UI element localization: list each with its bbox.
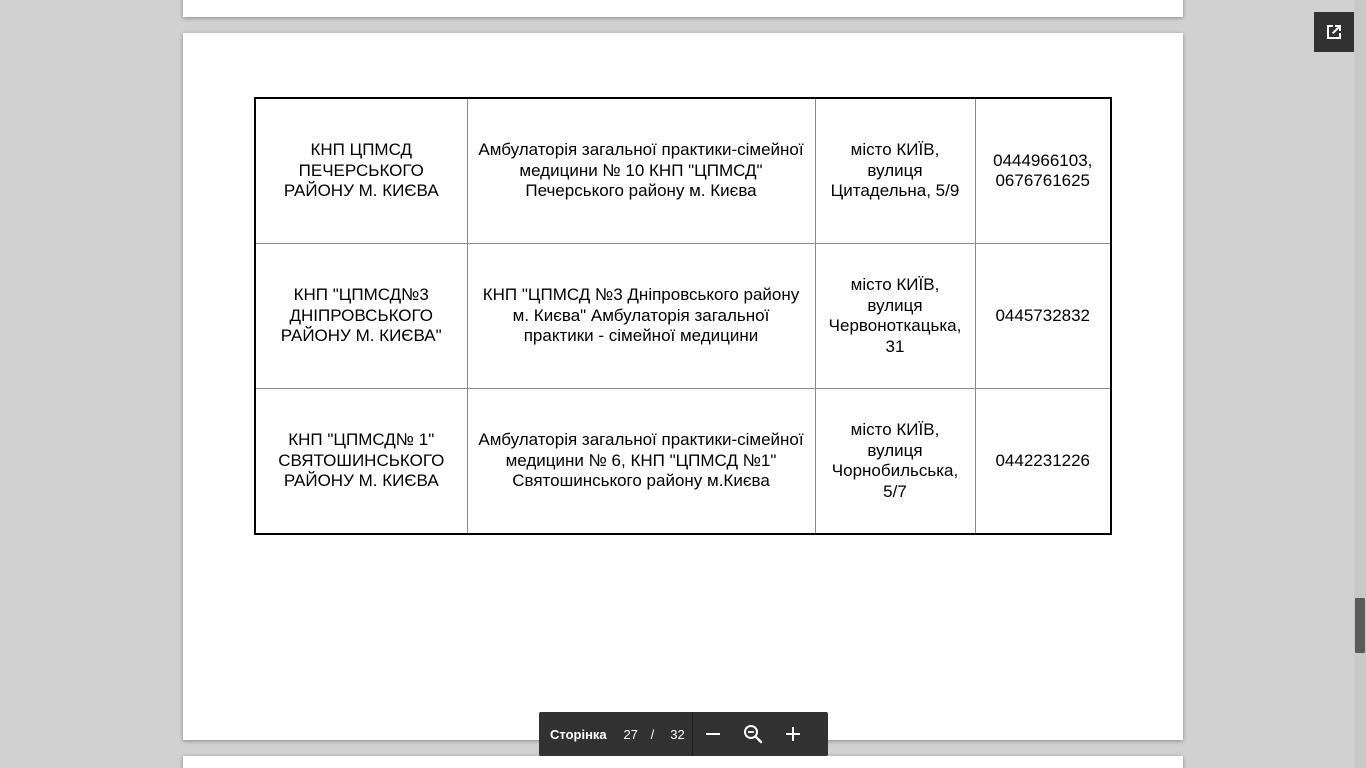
org-cell: КНП "ЦПМСД№ 1" СВЯТОШИНСЬКОГО РАЙОНУ М. КИЄВА [255,389,467,535]
scroll-thumb[interactable] [1355,598,1365,653]
current-page [183,33,1183,740]
previous-page [183,0,1183,17]
minus-icon [705,726,721,742]
address-cell: місто КИЇВ, вулиця Червоноткацька, 31 [815,244,975,389]
popout-button[interactable] [1314,12,1354,52]
next-page [183,756,1183,768]
facility-cell: Амбулаторія загальної практики-сімейної медицини № 10 КНП "ЦПМСД" Печерського району м. Києва [467,98,815,244]
zoom-fit-button[interactable] [733,712,773,756]
phone-cell: 0444966103, 0676761625 [975,98,1111,244]
phone-cell: 0445732832 [975,244,1111,389]
table-row [255,389,1111,535]
magnifier-minus-icon [743,724,763,744]
page-toolbar [539,712,828,756]
org-cell: КНП ЦПМСД ПЕЧЕРСЬКОГО РАЙОНУ М. КИЄВА [255,98,467,244]
address-cell: місто КИЇВ, вулиця Цитадельна, 5/9 [815,98,975,244]
page-number-input[interactable] [617,723,645,745]
page-label: Сторінка [550,726,607,742]
open-in-new-icon [1324,22,1344,42]
page-separator: / [650,726,655,742]
address-cell: місто КИЇВ, вулиця Чорнобильська, 5/7 [815,389,975,535]
phone-cell: 0442231226 [975,389,1111,535]
zoom-out-button[interactable] [693,712,733,756]
table-row [255,98,1111,244]
page-indicator [539,712,693,756]
plus-icon [785,726,801,742]
vertical-scrollbar[interactable] [1354,0,1366,768]
facility-cell: КНП "ЦПМСД №3 Дніпровського району м. Києва" Амбулаторія загальної практики - сімейної медицини [467,244,815,389]
table-row [255,244,1111,389]
document-table [254,97,1112,535]
zoom-in-button[interactable] [773,712,813,756]
org-cell: КНП "ЦПМСД№3 ДНІПРОВСЬКОГО РАЙОНУ М. КИЄВА" [255,244,467,389]
total-pages: 32 [670,726,685,742]
facility-cell: Амбулаторія загальної практики-сімейної медицини № 6, КНП "ЦПМСД №1" Святошинського району м.Києва [467,389,815,535]
